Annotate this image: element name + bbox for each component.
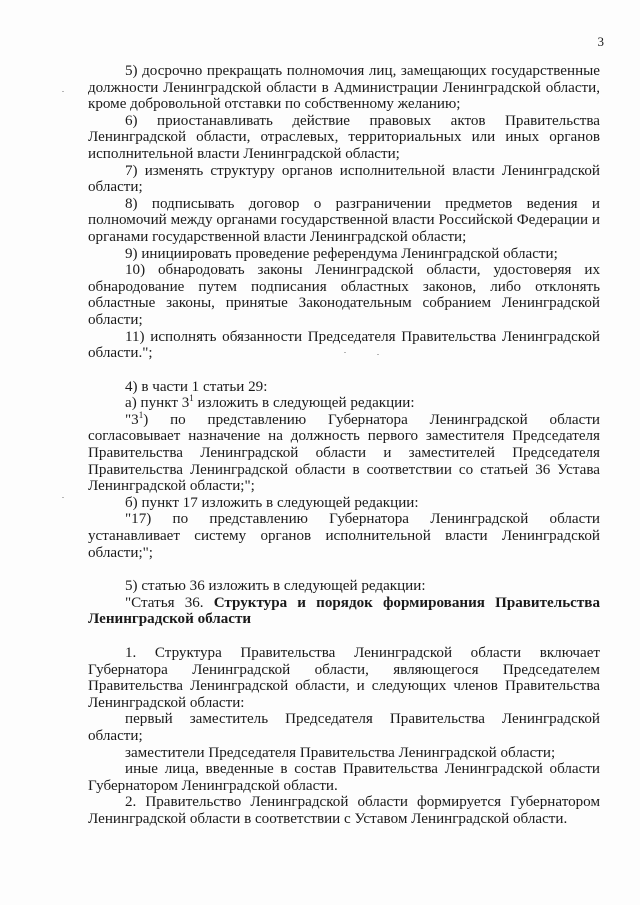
paragraph-text: иные лица, введенные в состав Правительства Ленинградской области Губернатором Ленинградской области. — [88, 761, 600, 794]
scan-speck — [62, 497, 64, 498]
paragraph-text: 11) исполнять обязанности Председателя Правительства Ленинградской области."; — [88, 328, 600, 362]
paragraph-text: 2. Правительство Ленинградской области формируется Губернатором Ленинградской области в соответствии с Уставом Ленинградской области. — [88, 794, 600, 827]
paragraph-text: 7) изменять структуру органов исполнительной власти Ленинградской области; — [88, 162, 600, 196]
paragraph-pb — [88, 495, 600, 512]
paragraph-text: а) пункт 3 — [125, 395, 190, 412]
paragraph-art36 — [88, 595, 600, 628]
paragraph-text: "Статья 36. — [125, 594, 214, 611]
paragraph-p11 — [88, 329, 600, 362]
document-body — [88, 63, 600, 828]
paragraph-p4 — [88, 379, 600, 396]
paragraph-p6 — [88, 113, 600, 163]
paragraph-gap — [88, 628, 600, 645]
paragraph-text: заместители Председателя Правительства Ленинградской области; — [125, 744, 556, 761]
paragraph-pa — [88, 395, 600, 412]
paragraph-pb_q — [88, 511, 600, 561]
paragraph-s1c — [88, 761, 600, 794]
paragraph-s1 — [88, 645, 600, 711]
paragraph-text-continued: изложить в следующей редакции: — [193, 395, 415, 412]
paragraph-text: 6) приостанавливать действие правовых актов Правительства Ленинградской области, отраслевых, территориальных или иных органов исполнительной власти Ленинградской области; — [88, 112, 600, 162]
paragraph-text: "17) по представлению Губернатора Ленинградской области устанавливает систему органов исполнительной власти Ленинградской области;"; — [88, 511, 600, 561]
paragraph-text: 8) подписывать договор о разграничении предметов ведения и полномочий между органами государственной власти Российской Федерации и органами государственной власти Ленинградской области; — [88, 195, 600, 245]
paragraph-text: б) пункт 17 изложить в следующей редакции: — [125, 494, 419, 511]
scan-speck — [377, 354, 379, 355]
paragraph-s2 — [88, 794, 600, 827]
paragraph-text-continued: ) по представлению Губернатора Ленинградской области согласовывает назначение на должность первого заместителя Председателя Правительства Ленинградской области и заместителей Председателя Правительства Ленинградской области в соответствии со статьей 36 Устава Ленинградской области;"; — [88, 411, 600, 495]
paragraph-p10 — [88, 262, 600, 328]
paragraph-text: "3 — [125, 411, 139, 428]
paragraph-p5 — [88, 63, 600, 113]
paragraph-p8 — [88, 196, 600, 246]
paragraph-text: первый заместитель Председателя Правительства Ленинградской области; — [88, 711, 600, 744]
paragraph-p9 — [88, 246, 600, 263]
paragraph-s1a — [88, 711, 600, 744]
paragraph-text: 4) в части 1 статьи 29: — [125, 378, 268, 395]
paragraph-pa_q — [88, 409, 600, 495]
paragraph-p7 — [88, 163, 600, 196]
article-heading: Структура и порядок формирования Правительства Ленинградской области — [88, 594, 600, 628]
paragraph-gap — [88, 362, 600, 379]
paragraph-text: 9) инициировать проведение референдума Ленинградской области; — [125, 245, 558, 262]
superscript: 1 — [138, 409, 144, 420]
page-number: 3 — [597, 34, 604, 49]
paragraph-text: 5) досрочно прекращать полномочия лиц, замещающих государственные должности Ленинградской области в Администрации Ленинградской области, кроме добровольной отставки по собственному желанию; — [88, 63, 600, 113]
superscript: 1 — [189, 393, 194, 404]
scan-speck — [344, 352, 346, 353]
paragraph-gap — [88, 561, 600, 578]
paragraph-p5b — [88, 578, 600, 595]
paragraph-text: 5) статью 36 изложить в следующей редакции: — [125, 578, 426, 595]
paragraph-s1b — [88, 745, 600, 762]
scan-speck — [62, 91, 64, 92]
paragraph-text: 1. Структура Правительства Ленинградской области включает Губернатора Ленинградской области, являющегося Председателем Правительства Ленинградской области, и следующих членов Правительства Ленинградской области: — [88, 645, 600, 711]
paragraph-text: 10) обнародовать законы Ленинградской области, удостоверяя их обнародование путем подписания областных законов, либо отклонять областные законы, принятые Законодательным собранием Ленинградской области; — [88, 262, 600, 328]
